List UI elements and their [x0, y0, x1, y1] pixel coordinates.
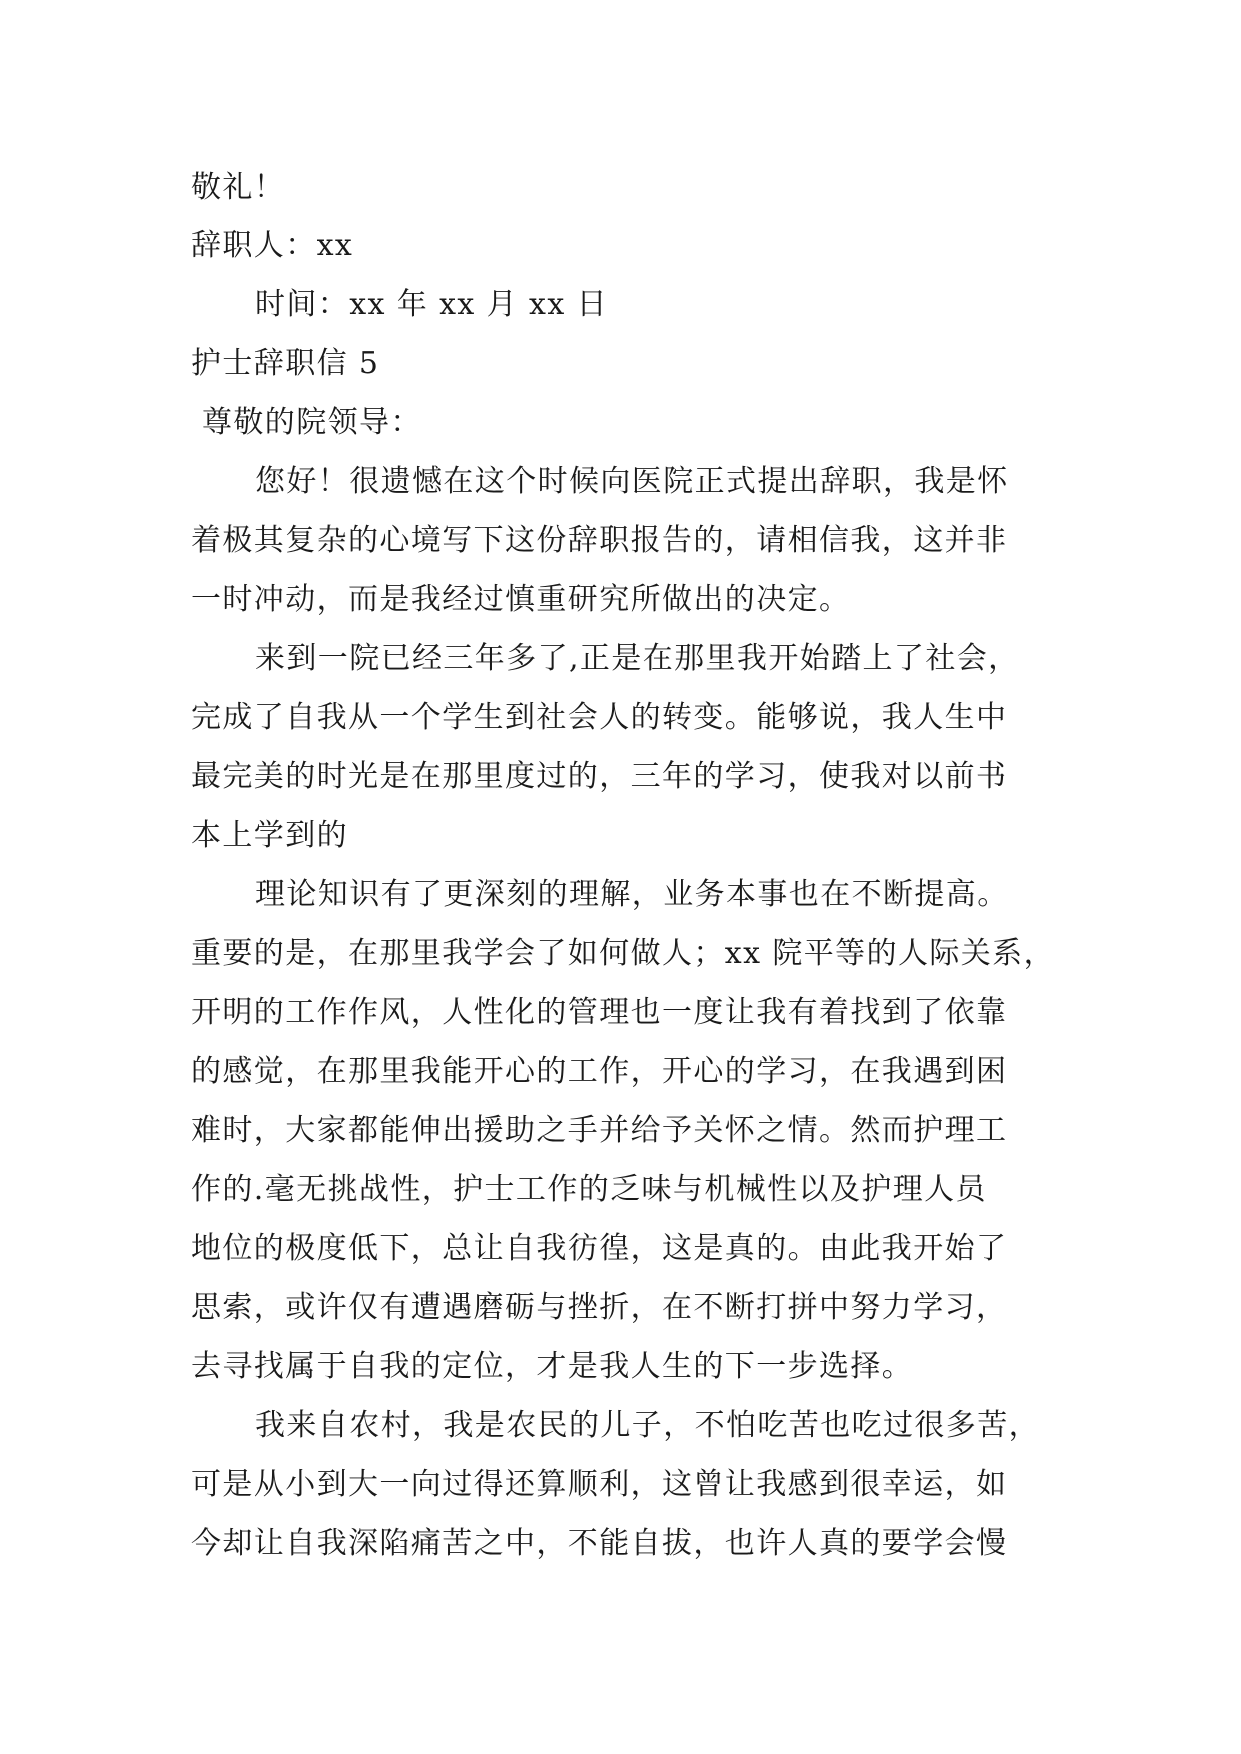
body-line: 您好！很遗憾在这个时候向医院正式提出辞职，我是怀 [255, 464, 1009, 499]
body-line: 理论知识有了更深刻的理解，业务本事也在不断提高。 [255, 877, 1009, 912]
body-line: 完成了自我从一个学生到社会人的转变。能够说，我人生中 [191, 700, 1008, 735]
date-line: 时间：xx 年 xx 月 xx 日 [255, 287, 608, 322]
body-line: 可是从小到大一向过得还算顺利，这曾让我感到很幸运，如 [191, 1467, 1008, 1502]
body-line: 地位的极度低下，总让自我彷徨，这是真的。由此我开始了 [191, 1231, 1008, 1266]
salutation: 尊敬的院领导： [202, 405, 422, 440]
body-line: 来到一院已经三年多了,正是在那里我开始踏上了社会， [255, 641, 1020, 676]
body-line: 我来自农村，我是农民的儿子，不怕吃苦也吃过很多苦， [255, 1408, 1040, 1443]
body-line: 难时，大家都能伸出援助之手并给予关怀之情。然而护理工 [191, 1113, 1008, 1148]
closing-line: 敬礼！ [191, 170, 286, 205]
letter-title: 护士辞职信 5 [191, 346, 380, 381]
resigner-line: 辞职人：xx [191, 228, 354, 263]
body-line: 一时冲动，而是我经过慎重研究所做出的决定。 [191, 582, 851, 617]
body-line: 作的.毫无挑战性，护士工作的乏味与机械性以及护理人员 [191, 1172, 987, 1207]
body-line: 着极其复杂的心境写下这份辞职报告的，请相信我，这并非 [191, 523, 1008, 558]
body-line: 本上学到的 [191, 818, 348, 853]
body-line: 今却让自我深陷痛苦之中，不能自拔，也许人真的要学会慢 [191, 1526, 1008, 1561]
body-line: 的感觉，在那里我能开心的工作，开心的学习，在我遇到困 [191, 1054, 1008, 1089]
body-line: 重要的是，在那里我学会了如何做人；xx 院平等的人际关系， [191, 936, 1055, 971]
body-line: 思索，或许仅有遭遇磨砺与挫折，在不断打拼中努力学习， [191, 1290, 1008, 1325]
body-line: 最完美的时光是在那里度过的，三年的学习，使我对以前书 [191, 759, 1008, 794]
body-line: 开明的工作作风，人性化的管理也一度让我有着找到了依靠 [191, 995, 1008, 1030]
body-line: 去寻找属于自我的定位，才是我人生的下一步选择。 [191, 1349, 914, 1384]
